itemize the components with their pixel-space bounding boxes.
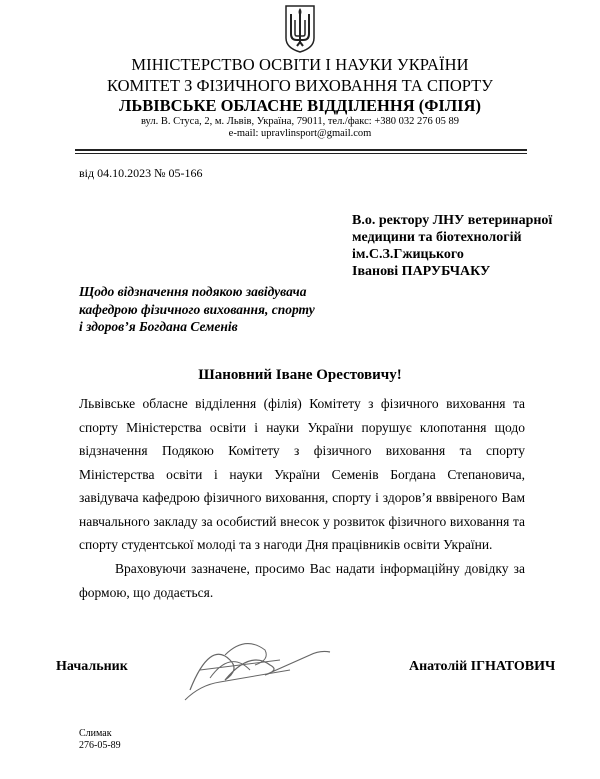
- handwritten-signature-icon: [170, 630, 350, 710]
- trident-emblem-icon: [283, 4, 317, 54]
- letter-subject: Щодо відзначення подякою завідувача кафедрою фізичного виховання, спорту і здоров’я Богдана Семенів: [79, 284, 315, 334]
- committee-title: КОМІТЕТ З ФІЗИЧНОГО ВИХОВАННЯ ТА СПОРТУ: [107, 76, 493, 95]
- signatory-position: Начальник: [56, 659, 128, 674]
- body-paragraph: Враховуючи зазначене, просимо Вас надати інформаційну довідку за формою, що додається.: [79, 561, 525, 600]
- addressee-line: медицини та біотехнологій: [352, 230, 522, 245]
- address-line: вул. В. Стуса, 2, м. Львів, Україна, 79011, тел./факс: +380 032 276 05 89: [140, 116, 460, 127]
- email-line: e-mail: upravlinsport@gmail.com: [228, 128, 372, 139]
- addressee-line: ім.С.З.Гжицького: [352, 247, 464, 262]
- signatory-name: Анатолій ІГНАТОВИЧ: [409, 659, 556, 674]
- greeting: Шановний Іване Орестовичу!: [198, 367, 402, 383]
- header-divider: [75, 149, 527, 154]
- body-paragraph: Львівське обласне відділення (філія) Комітету з фізичного виховання та спорту Міністерства освіти і науки України порушує клопотання щодо відзначення Подякою Комітету з фізичного виховання та спорту Міністерства освіти і науки України Семенів Богдана Степановича, завідувача кафедрою фізичного виховання, спорту і здоров’я вввіреного Вам навчального закладу за особистий внесок у розвиток фізичного виховання та спорту студентської молоді та з нагоди Дня працівників освіти України.: [79, 396, 525, 552]
- executor-info: [79, 728, 121, 752]
- ministry-title: МІНІСТЕРСТВО ОСВІТИ І НАУКИ УКРАЇНИ: [131, 55, 469, 74]
- addressee-block: [352, 212, 552, 280]
- executor-phone: 276-05-89: [79, 740, 121, 751]
- addressee-line: В.о. ректору ЛНУ ветеринарної: [352, 213, 553, 228]
- date-number: від 04.10.2023 № 05-166: [79, 166, 203, 180]
- addressee-line: Іванові ПАРУБЧАКУ: [352, 264, 491, 279]
- executor-name: Слимак: [79, 728, 112, 739]
- department-title: ЛЬВІВСЬКЕ ОБЛАСНЕ ВІДДІЛЕННЯ (ФІЛІЯ): [119, 96, 481, 115]
